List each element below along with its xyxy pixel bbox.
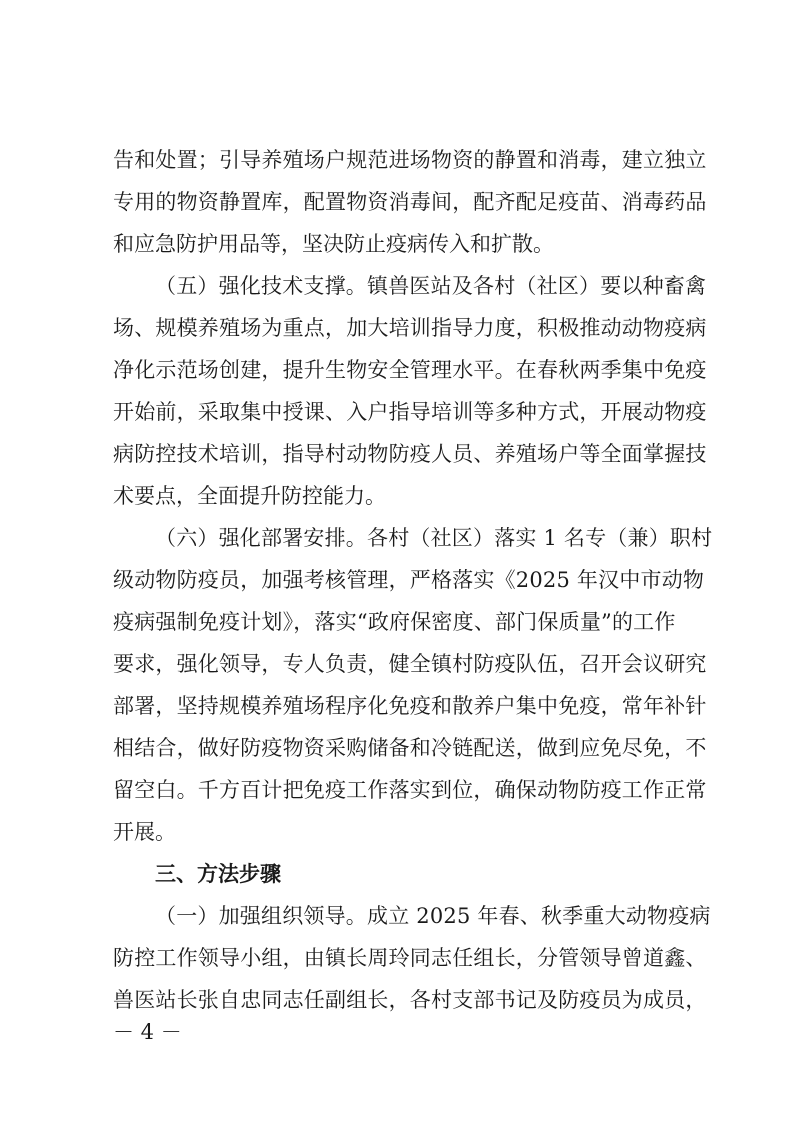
section-heading-3: 三、方法步骤	[155, 862, 281, 886]
section-6-line-7: 留空白。千方百计把免疫工作落实到位，确保动物防疫工作正常	[113, 778, 707, 802]
section-5-line-6: 术要点，全面提升防控能力。	[113, 484, 386, 508]
body-line-2: 专用的物资静置库，配置物资消毒间，配齐配足疫苗、消毒药品	[113, 190, 707, 214]
body-line-3: 和应急防护用品等，坚决防止疫病传入和扩散。	[113, 232, 554, 256]
section-6-line-5: 部署，坚持规模养殖场程序化免疫和散养户集中免疫，常年补针	[113, 694, 707, 718]
section-6-line-3: 疫病强制免疫计划》，落实“政府保密度、部门保质量”的工作	[113, 610, 676, 634]
section-5-line-3: 净化示范场创建，提升生物安全管理水平。在春秋两季集中免疫	[113, 358, 707, 382]
section-6-first-line: （六）强化部署安排。各村（社区）落实 1 名专（兼）职村	[155, 526, 713, 550]
body-line-1: 告和处置；引导养殖场户规范进场物资的静置和消毒，建立独立	[113, 148, 707, 172]
subsection-1-first-line: （一）加强组织领导。成立 2025 年春、秋季重大动物疫病	[155, 904, 711, 928]
section-5-line-2: 场、规模养殖场为重点，加大培训指导力度，积极推动动物疫病	[113, 316, 707, 340]
subsection-1-line-2: 防控工作领导小组，由镇长周玲同志任组长，分管领导曾道鑫、	[113, 946, 707, 970]
subsection-1-line-3: 兽医站长张自忠同志任副组长，各村支部书记及防疫员为成员，	[113, 988, 707, 1012]
section-6-line-6: 相结合，做好防疫物资采购储备和冷链配送，做到应免尽免，不	[113, 736, 707, 760]
section-5-first-line: （五）强化技术支撑。镇兽医站及各村（社区）要以种畜禽	[155, 274, 707, 298]
page-number: － 4 －	[113, 1020, 182, 1044]
section-5-line-4: 开始前，采取集中授课、入户指导培训等多种方式，开展动物疫	[113, 400, 707, 424]
section-6-line-2: 级动物防疫员，加强考核管理，严格落实《2025 年汉中市动物	[113, 568, 705, 592]
section-6-line-4: 要求，强化领导，专人负责，健全镇村防疫队伍，召开会议研究	[113, 652, 707, 676]
section-5-line-5: 病防控技术培训，指导村动物防疫人员、养殖场户等全面掌握技	[113, 442, 707, 466]
section-6-line-8: 开展。	[113, 820, 176, 844]
